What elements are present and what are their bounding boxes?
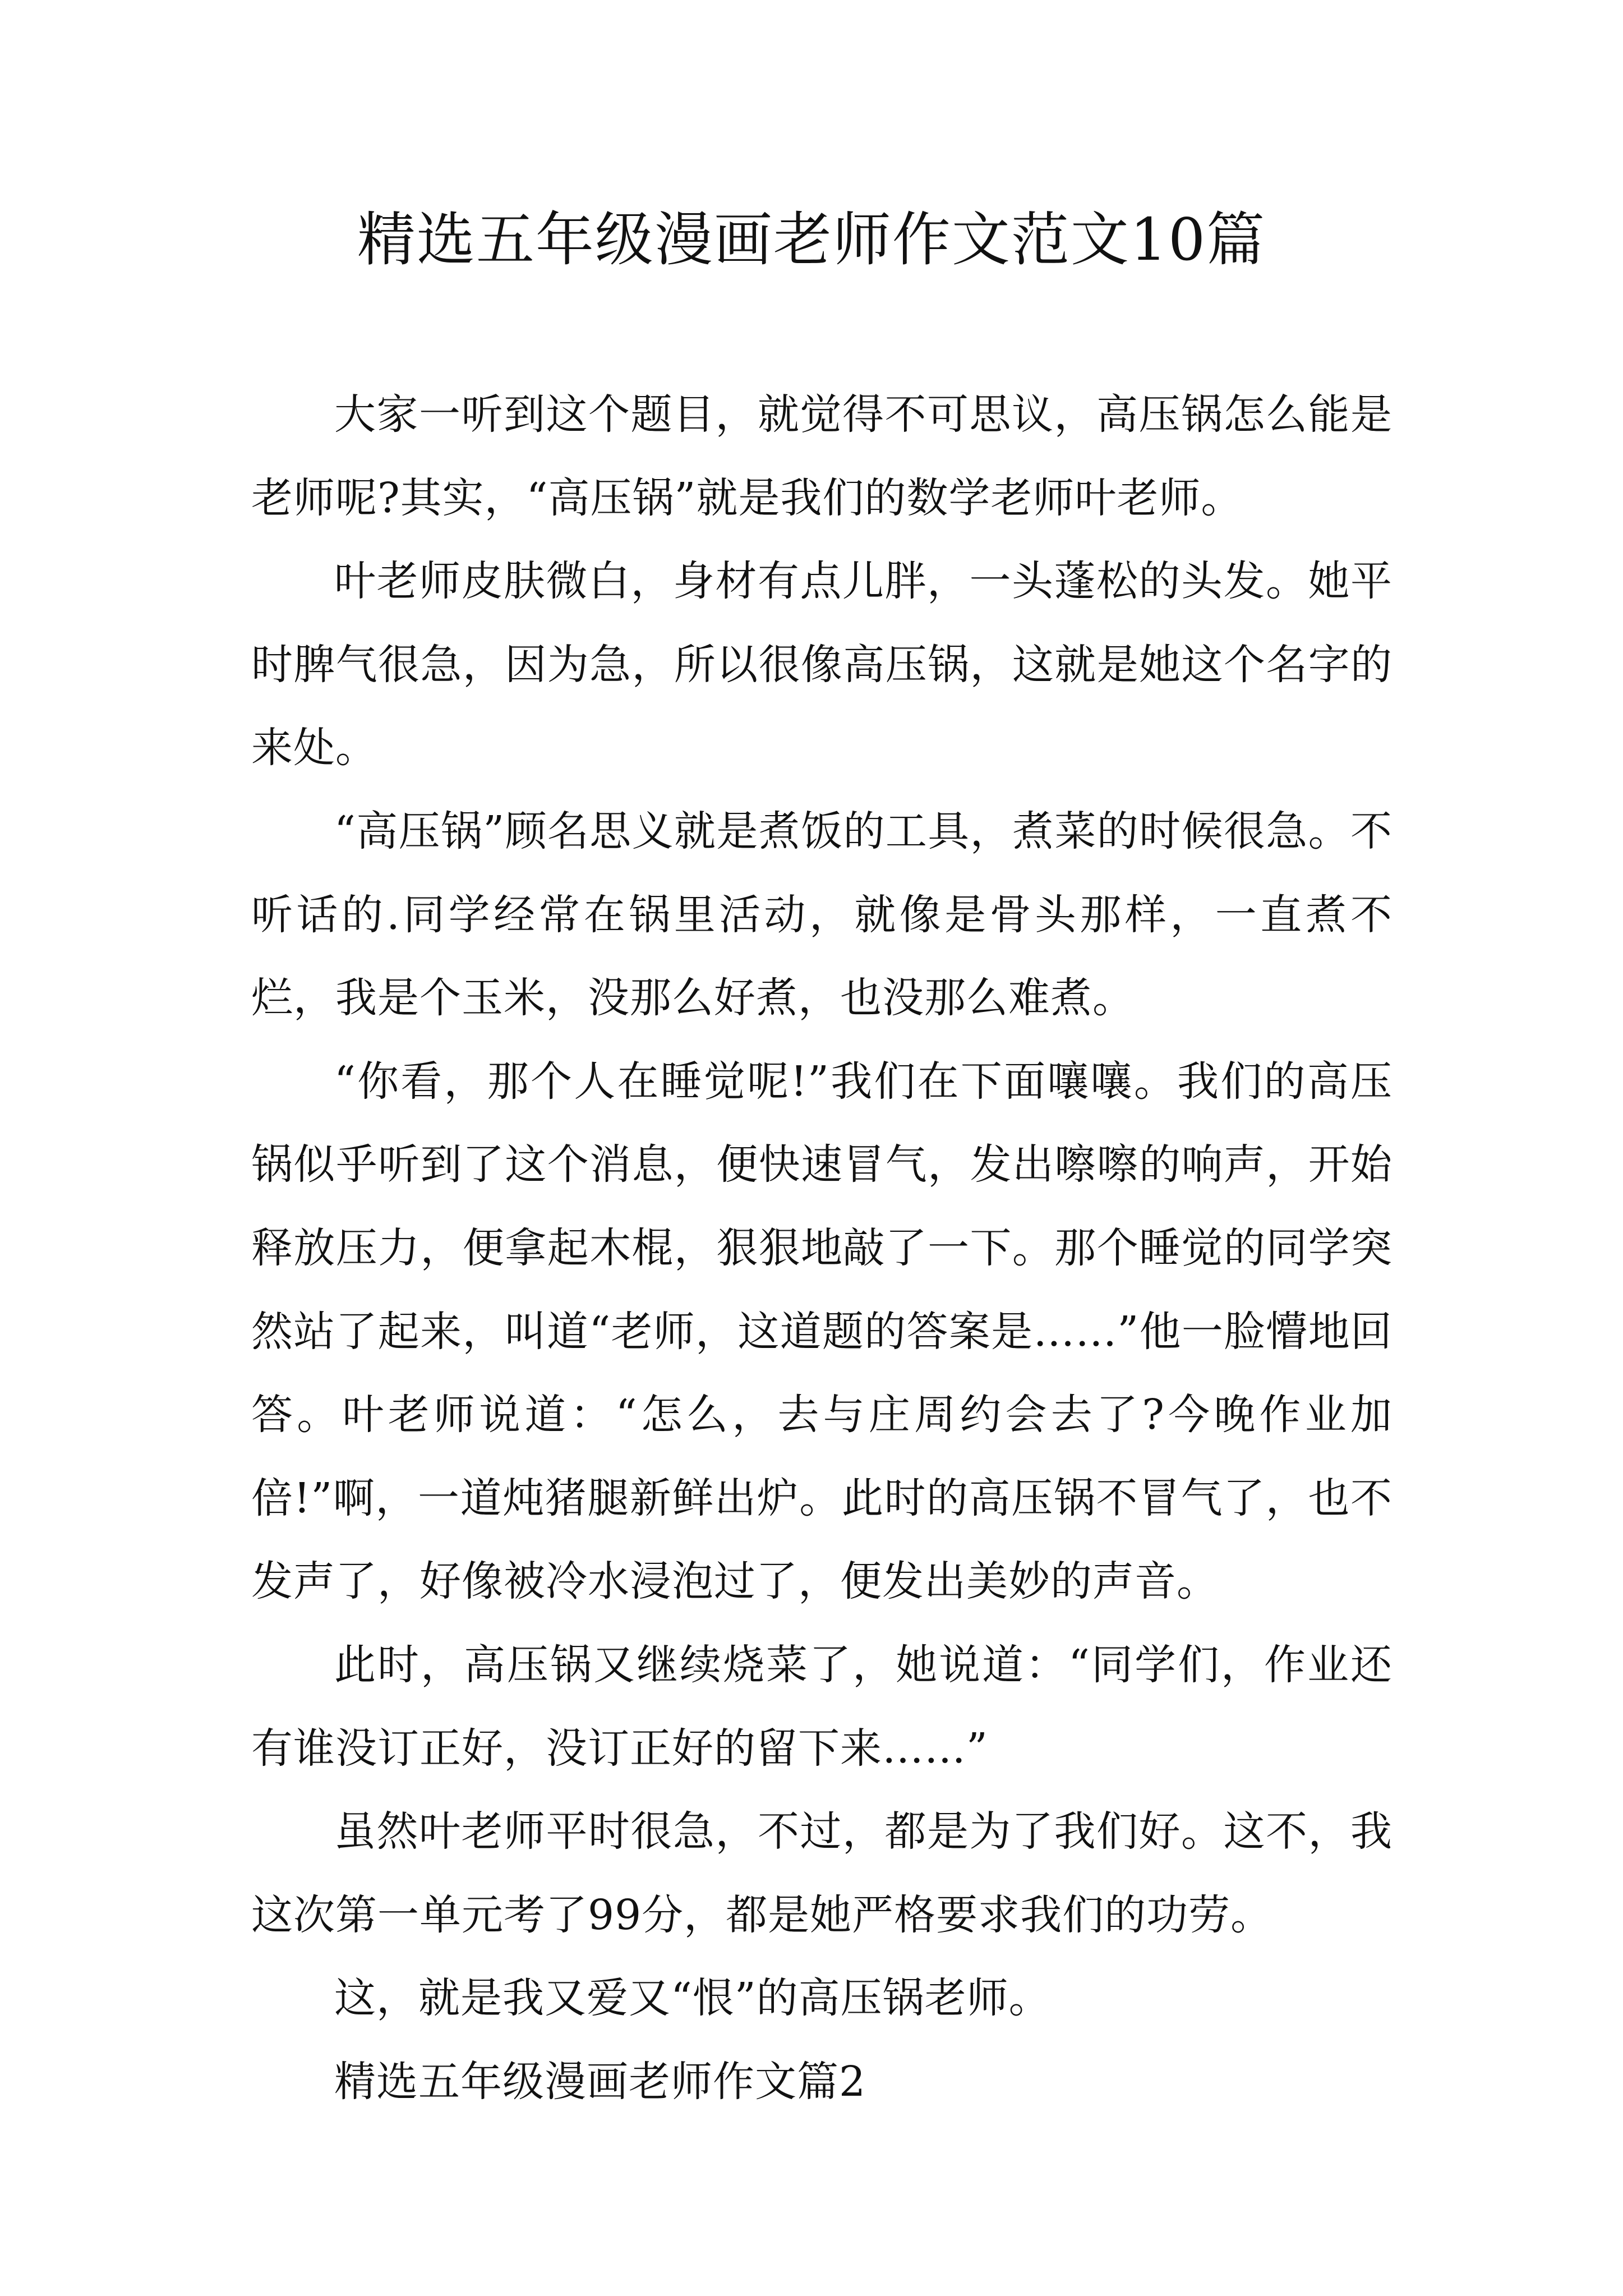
paragraph-6: 虽然叶老师平时很急，不过，都是为了我们好。这不，我这次第一单元考了99分，都是她严格要求我们的功劳。 — [251, 1807, 1393, 1939]
paragraph-3: “高压锅”顾名思义就是煮饭的工具，煮菜的时候很急。不听话的.同学经常在锅里活动，就像是骨头那样，一直煮不烂，我是个玉米，没那么好煮，也没那么难煮。 — [251, 807, 1393, 1023]
document-body — [251, 373, 1393, 2123]
paragraph-2: 叶老师皮肤微白，身材有点儿胖，一头蓬松的头发。她平时脾气很急，因为急，所以很像高压锅，这就是她这个名字的来处。 — [251, 557, 1393, 772]
paragraph-5: 此时，高压锅又继续烧菜了，她说道：“同学们，作业还有谁没订正好，没订正好的留下来……” — [251, 1640, 1393, 1773]
document-title: 精选五年级漫画老师作文范文10篇 — [357, 205, 1266, 274]
paragraph-4: “你看，那个人在睡觉呢!”我们在下面嚷嚷。我们的高压锅似乎听到了这个消息，便快速冒气，发出嚓嚓的响声，开始释放压力，便拿起木棍，狠狠地敲了一下。那个睡觉的同学突然站了起来，叫道“老师，这道题的答案是……”他一脸懵地回答。叶老师说道：“怎么，去与庄周约会去了?今晚作业加倍!”啊，一道炖猪腿新鲜出炉。此时的高压锅不冒气了，也不发声了，好像被冷水浸泡过了，便发出美妙的声音。 — [251, 1057, 1393, 1606]
paragraph-7: 这，就是我又爱又“恨”的高压锅老师。 — [334, 1974, 1051, 2023]
paragraph-1: 大家一听到这个题目，就觉得不可思议，高压锅怎么能是老师呢?其实，“高压锅”就是我们的数学老师叶老师。 — [251, 390, 1393, 522]
section-heading-2: 精选五年级漫画老师作文篇2 — [334, 2057, 866, 2106]
